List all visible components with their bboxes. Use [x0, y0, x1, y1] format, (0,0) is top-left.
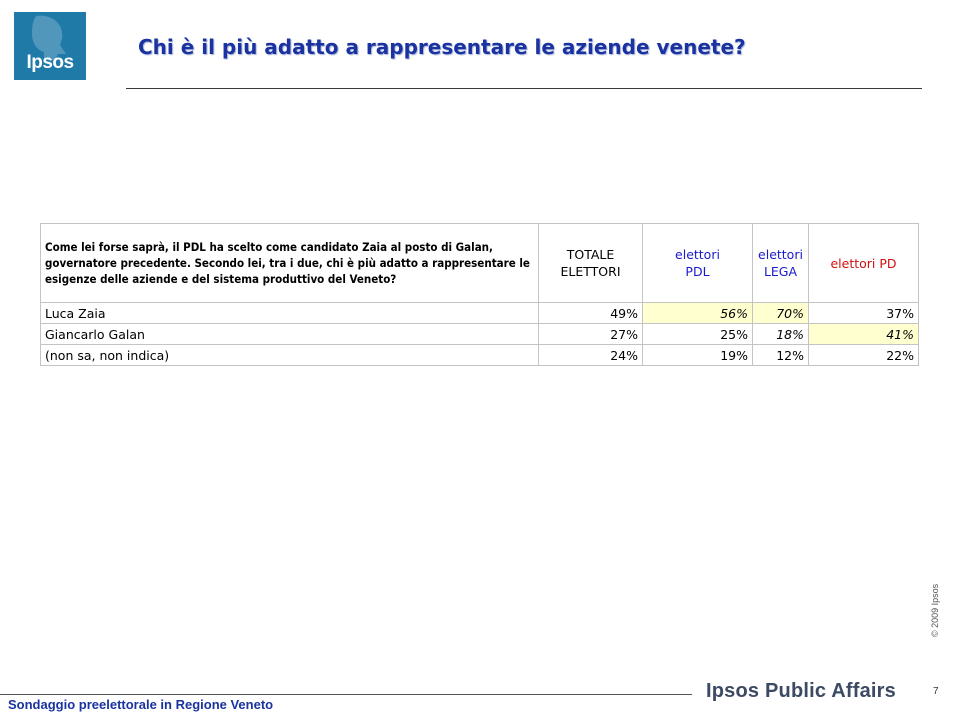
page-title: Chi è il più adatto a rappresentare le aziende venete? — [138, 35, 746, 59]
cell-totale: 24% — [539, 345, 643, 366]
cell-pd: 37% — [809, 303, 919, 324]
header-totale-line1: TOTALE — [566, 247, 615, 262]
cell-pdl: 19% — [643, 345, 753, 366]
cell-totale: 27% — [539, 324, 643, 345]
title-divider — [126, 88, 922, 89]
header-totale-line2: ELETTORI — [560, 264, 621, 279]
header-lega-line2: LEGA — [763, 264, 798, 279]
table-row — [41, 324, 919, 345]
row-label: (non sa, non indica) — [41, 345, 539, 366]
cell-lega: 70% — [753, 303, 809, 324]
header-pdl-line1: elettori — [675, 247, 720, 262]
cell-lega: 18% — [753, 324, 809, 345]
cell-pdl: 56% — [643, 303, 753, 324]
copyright-notice: © 2009 Ipsos — [930, 583, 940, 637]
logo-text: Ipsos — [26, 52, 74, 73]
table-header-row — [41, 224, 919, 303]
ipsos-logo — [14, 12, 86, 80]
cell-pd: 22% — [809, 345, 919, 366]
cell-totale: 49% — [539, 303, 643, 324]
table-row — [41, 303, 919, 324]
table-row — [41, 345, 919, 366]
header-elettori-pd: elettori PD — [809, 224, 919, 303]
cell-lega: 12% — [753, 345, 809, 366]
header-totale-elettori — [539, 224, 643, 303]
header-elettori-lega — [753, 224, 809, 303]
header-pdl-line2: PDL — [685, 264, 710, 279]
question-text: Come lei forse saprà, il PDL ha scelto come candidato Zaia al posto di Galan, governatore precedente. Secondo lei, tra i due, chi è più adatto a rappresentare le esigenze delle aziende e del sistema produttivo del Veneto? — [41, 224, 539, 303]
header-elettori-pdl — [643, 224, 753, 303]
cell-pd: 41% — [809, 324, 919, 345]
footer-divider — [0, 694, 692, 695]
results-table — [40, 223, 919, 366]
header-lega-line1: elettori — [758, 247, 803, 262]
footer-caption: Sondaggio preelettorale in Regione Veneto — [8, 697, 274, 712]
brand-name: Ipsos Public Affairs — [706, 680, 896, 702]
page-number: 7 — [933, 686, 939, 697]
cell-pdl: 25% — [643, 324, 753, 345]
row-label: Giancarlo Galan — [41, 324, 539, 345]
row-label: Luca Zaia — [41, 303, 539, 324]
